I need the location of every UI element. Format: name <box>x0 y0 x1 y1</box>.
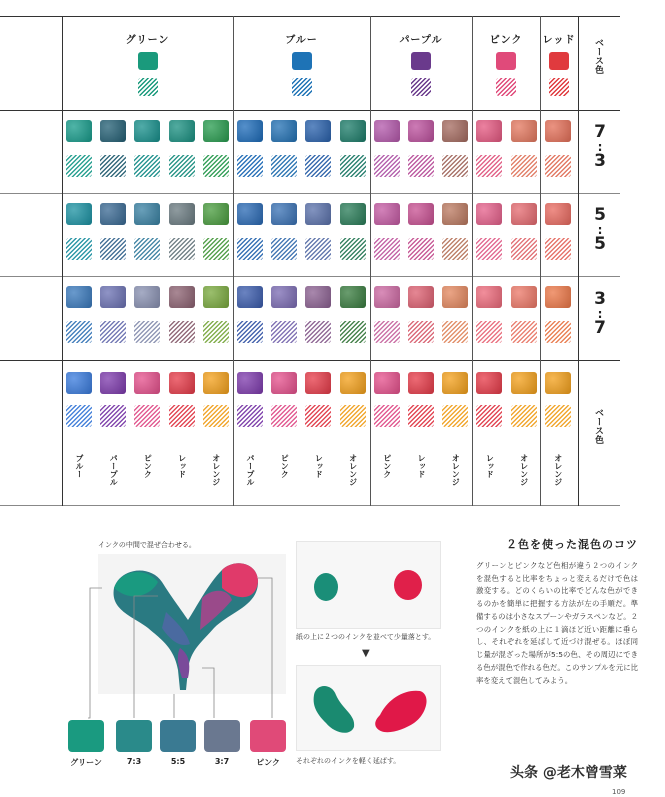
demo-swatch <box>68 720 104 752</box>
mix-swatch-solid <box>511 286 537 308</box>
group-swatch-hatch <box>138 78 158 96</box>
mix-swatch-hatch <box>169 238 195 260</box>
mix-swatch-hatch <box>511 321 537 343</box>
mix-swatch-solid <box>374 120 400 142</box>
step-2-caption: それぞれのインクを軽く延ばす。 <box>296 757 401 765</box>
mix-swatch-solid <box>442 203 468 225</box>
mix-swatch-solid <box>545 120 571 142</box>
base-swatch-hatch <box>476 405 502 427</box>
col-rule-2 <box>370 16 371 506</box>
base-swatch-solid <box>374 372 400 394</box>
ratio-colon: : <box>597 306 603 321</box>
mix-swatch-solid <box>408 120 434 142</box>
mix-swatch-solid <box>305 120 331 142</box>
mix-swatch-hatch <box>340 321 366 343</box>
ratio-bottom: 3 <box>594 150 606 171</box>
group-label: レッド <box>542 35 576 46</box>
base-color-label-top: ベース色 <box>593 38 603 74</box>
mix-swatch-solid <box>511 120 537 142</box>
mix-swatch-hatch <box>305 321 331 343</box>
base-swatch-hatch <box>203 405 229 427</box>
mix-swatch-solid <box>511 203 537 225</box>
group-swatch-solid <box>138 52 158 70</box>
mix-swatch-hatch <box>169 155 195 177</box>
mix-swatch-hatch <box>237 321 263 343</box>
tips-box <box>476 536 638 687</box>
mix-swatch-solid <box>374 286 400 308</box>
mix-swatch-hatch <box>442 238 468 260</box>
mix-swatch-solid <box>374 203 400 225</box>
base-color-name: オレンジ <box>348 454 358 486</box>
group-label: ブルー <box>285 35 318 46</box>
base-color-name: ピンク <box>280 454 290 478</box>
base-swatch-solid <box>476 372 502 394</box>
base-color-name: パープル <box>109 454 119 486</box>
mix-swatch-solid <box>134 120 160 142</box>
step-arrow: ▼ <box>362 648 370 659</box>
mix-swatch-solid <box>340 203 366 225</box>
ratio-top: 7 <box>594 122 606 142</box>
col-rule-0 <box>62 16 63 506</box>
mix-swatch-hatch <box>203 238 229 260</box>
base-swatch-solid <box>545 372 571 394</box>
mix-swatch-solid <box>100 120 126 142</box>
mix-swatch-solid <box>271 203 297 225</box>
rule-bottom <box>0 505 620 506</box>
mix-swatch-hatch <box>408 155 434 177</box>
base-color-name: オレンジ <box>451 454 461 486</box>
ratio-label-3-7 <box>585 291 615 337</box>
group-swatch-solid <box>549 52 569 70</box>
page-number: 109 <box>612 788 626 796</box>
col-rule-3 <box>472 16 473 506</box>
rule-top <box>0 16 620 17</box>
mix-swatch-hatch <box>100 155 126 177</box>
ratio-bottom: 5 <box>594 233 606 254</box>
base-color-name: パープル <box>246 454 255 486</box>
step-1-caption: 紙の上に２つのインクを並べて少量落とす。 <box>296 633 436 641</box>
group-swatch-hatch <box>496 78 516 96</box>
rule-row-3 <box>0 360 620 361</box>
mix-swatch-hatch <box>203 155 229 177</box>
mix-swatch-solid <box>237 286 263 308</box>
mix-swatch-solid <box>442 120 468 142</box>
col-rule-1 <box>233 16 234 506</box>
mix-swatch-solid <box>134 203 160 225</box>
mix-swatch-solid <box>66 286 92 308</box>
mix-swatch-hatch <box>408 321 434 343</box>
base-color-name: レッド <box>314 454 324 478</box>
base-swatch-hatch <box>100 405 126 427</box>
demo-caption: インクの中間で混ぜ合わせる。 <box>98 541 196 549</box>
base-swatch-hatch <box>374 405 400 427</box>
mix-swatch-hatch <box>66 155 92 177</box>
group-swatch-hatch <box>549 78 569 96</box>
mix-swatch-solid <box>203 120 229 142</box>
demo-swatch <box>160 720 196 752</box>
mix-swatch-solid <box>305 286 331 308</box>
base-swatch-hatch <box>442 405 468 427</box>
ratio-label-5-5 <box>585 207 615 253</box>
mix-swatch-hatch <box>271 155 297 177</box>
tips-body: グリーンとピンクなど色相が違う２つのインクを混色すると比率をちょっと変えるだけで色は激変する。どのくらいの比率でどんな色ができるのかを簡単に把握する方法が左の手順だ。準備するのは小さなスプーンやガラスペンなど。２つのインクを紙の上に１滴ほど近い距離に垂らし、それぞれを延ばして近づけ混ぜる。ほぼ同じ量が混ざった場所が5:5の色、その周辺にできる色が混色で作れる色だ。このサンプルを元に比率を変えて混色してみよう。 <box>476 561 639 685</box>
base-swatch-solid <box>203 372 229 394</box>
mix-swatch-hatch <box>66 321 92 343</box>
mix-swatch-hatch <box>134 321 160 343</box>
demo-swatch-label: 7:3 <box>126 757 142 766</box>
mix-swatch-hatch <box>100 321 126 343</box>
mix-swatch-solid <box>545 203 571 225</box>
demo-swatch <box>116 720 152 752</box>
base-color-name: ブルー <box>75 454 84 478</box>
ratio-top: 3 <box>594 289 606 309</box>
mix-swatch-solid <box>442 286 468 308</box>
demo-swatch <box>250 720 286 752</box>
base-swatch-hatch <box>545 405 571 427</box>
mix-swatch-hatch <box>374 321 400 343</box>
group-swatch-solid <box>496 52 516 70</box>
base-color-name: ピンク <box>382 454 392 478</box>
base-swatch-solid <box>271 372 297 394</box>
group-swatch-solid <box>292 52 312 70</box>
base-swatch-solid <box>134 372 160 394</box>
mix-swatch-solid <box>169 203 195 225</box>
mix-swatch-hatch <box>271 238 297 260</box>
mix-swatch-hatch <box>476 155 502 177</box>
mix-swatch-hatch <box>134 238 160 260</box>
mix-swatch-hatch <box>545 321 571 343</box>
mix-swatch-solid <box>169 120 195 142</box>
mix-swatch-solid <box>408 203 434 225</box>
mix-swatch-hatch <box>305 155 331 177</box>
base-swatch-solid <box>169 372 195 394</box>
base-color-name: オレンジ <box>519 454 529 486</box>
group-swatch-hatch <box>411 78 431 96</box>
mix-swatch-hatch <box>442 321 468 343</box>
ratio-label-7-3 <box>585 124 615 170</box>
mix-swatch-hatch <box>340 238 366 260</box>
base-color-name: オレンジ <box>553 454 563 486</box>
col-rule-5 <box>578 16 579 506</box>
base-swatch-hatch <box>340 405 366 427</box>
mix-swatch-solid <box>476 203 502 225</box>
mix-swatch-hatch <box>408 238 434 260</box>
base-swatch-hatch <box>66 405 92 427</box>
base-swatch-solid <box>100 372 126 394</box>
mix-swatch-solid <box>237 120 263 142</box>
mix-swatch-solid <box>100 286 126 308</box>
demo-swatch <box>204 720 240 752</box>
mix-swatch-solid <box>271 286 297 308</box>
mix-swatch-solid <box>545 286 571 308</box>
mix-swatch-solid <box>100 203 126 225</box>
mix-swatch-solid <box>271 120 297 142</box>
base-swatch-hatch <box>271 405 297 427</box>
mix-swatch-solid <box>340 120 366 142</box>
mix-swatch-hatch <box>511 155 537 177</box>
mixing-illustration <box>62 548 292 748</box>
base-swatch-solid <box>511 372 537 394</box>
mix-swatch-solid <box>237 203 263 225</box>
step-2-drops <box>296 665 441 751</box>
base-swatch-solid <box>442 372 468 394</box>
demo-swatch-label: 5:5 <box>170 757 186 766</box>
mix-swatch-solid <box>134 286 160 308</box>
mix-swatch-hatch <box>237 238 263 260</box>
rule-header <box>0 110 620 111</box>
mix-swatch-solid <box>169 286 195 308</box>
ratio-bottom: 7 <box>594 317 606 338</box>
mix-swatch-hatch <box>271 321 297 343</box>
base-color-name: ピンク <box>143 454 153 478</box>
base-color-label-bottom: ベース色 <box>593 408 603 444</box>
mix-swatch-hatch <box>66 238 92 260</box>
group-label: グリーン <box>125 35 170 46</box>
mix-swatch-solid <box>408 286 434 308</box>
base-swatch-hatch <box>511 405 537 427</box>
mix-swatch-hatch <box>476 321 502 343</box>
demo-swatch-label: グリーン <box>70 758 102 767</box>
mix-swatch-solid <box>203 286 229 308</box>
group-label: パープル <box>399 35 443 46</box>
rule-row-2 <box>0 276 620 277</box>
mix-swatch-hatch <box>100 238 126 260</box>
base-swatch-solid <box>408 372 434 394</box>
mix-swatch-hatch <box>545 238 571 260</box>
mix-swatch-hatch <box>374 155 400 177</box>
base-color-name: レッド <box>485 454 495 478</box>
base-swatch-solid <box>305 372 331 394</box>
mix-swatch-solid <box>340 286 366 308</box>
group-label: ピンク <box>489 35 523 46</box>
base-swatch-solid <box>340 372 366 394</box>
step-1-drops <box>296 541 441 629</box>
mix-swatch-solid <box>203 203 229 225</box>
tips-title: ２色を使った混色のコツ <box>506 538 638 551</box>
ratio-top: 5 <box>594 205 606 225</box>
mix-swatch-hatch <box>476 238 502 260</box>
mix-swatch-hatch <box>237 155 263 177</box>
rule-row-1 <box>0 193 620 194</box>
col-rule-4 <box>540 16 541 506</box>
mix-swatch-hatch <box>305 238 331 260</box>
base-swatch-solid <box>237 372 263 394</box>
base-swatch-hatch <box>169 405 195 427</box>
ratio-colon: : <box>597 139 603 154</box>
mix-swatch-solid <box>66 120 92 142</box>
ratio-colon: : <box>597 222 603 237</box>
base-color-name: レッド <box>417 454 426 478</box>
base-color-name: レッド <box>177 454 187 478</box>
base-swatch-hatch <box>408 405 434 427</box>
group-swatch-solid <box>411 52 431 70</box>
mix-swatch-hatch <box>511 238 537 260</box>
watermark: 头条 @老木曾雪菜 <box>510 765 627 781</box>
demo-swatch-label: ピンク <box>256 758 280 767</box>
mix-swatch-hatch <box>169 321 195 343</box>
mix-swatch-solid <box>476 120 502 142</box>
demo-swatch-label: 3:7 <box>214 757 230 766</box>
base-swatch-hatch <box>134 405 160 427</box>
base-swatch-solid <box>66 372 92 394</box>
mix-swatch-hatch <box>545 155 571 177</box>
mix-swatch-hatch <box>134 155 160 177</box>
base-color-name: オレンジ <box>211 454 221 486</box>
base-swatch-hatch <box>305 405 331 427</box>
mix-swatch-hatch <box>442 155 468 177</box>
mix-swatch-hatch <box>340 155 366 177</box>
mix-swatch-hatch <box>374 238 400 260</box>
group-swatch-hatch <box>292 78 312 96</box>
base-swatch-hatch <box>237 405 263 427</box>
mix-swatch-solid <box>476 286 502 308</box>
mix-swatch-solid <box>305 203 331 225</box>
mix-swatch-solid <box>66 203 92 225</box>
mix-swatch-hatch <box>203 321 229 343</box>
